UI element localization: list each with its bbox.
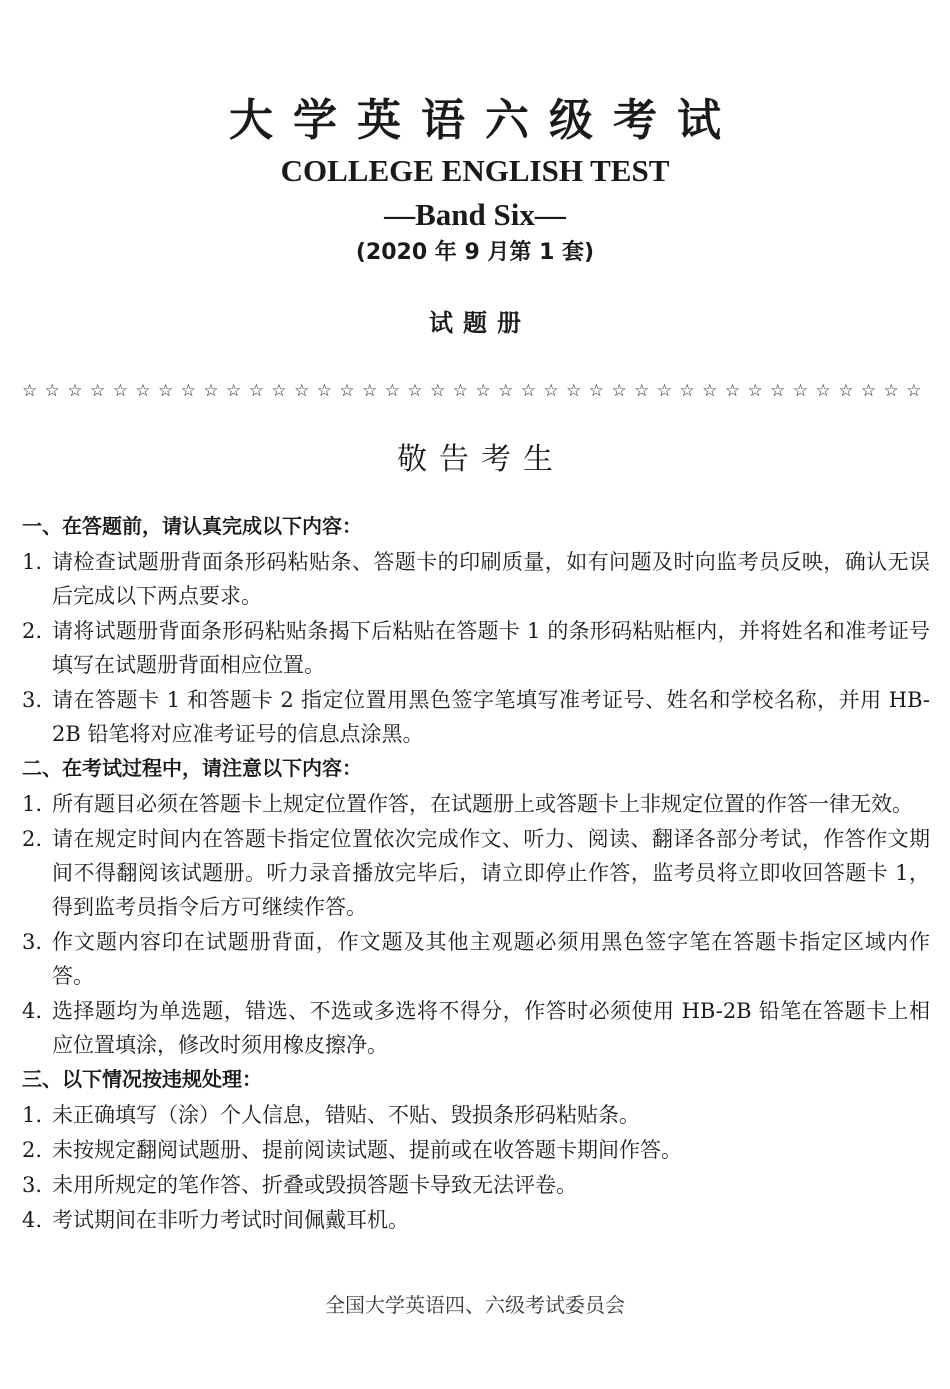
star-icon: ☆ [747,381,763,401]
star-icon: ☆ [248,381,264,401]
section-1 [22,509,930,751]
notice-title: 敬告考生 [397,442,565,477]
section-heading: 一、在答题前，请认真完成以下内容： [22,514,362,538]
star-icon: ☆ [203,381,219,401]
list-item [22,822,930,924]
star-icon: ☆ [452,381,469,401]
list-item [22,683,930,751]
star-icon: ☆ [158,381,174,401]
star-icon: ☆ [860,381,877,401]
exam-set-label: (2020 年 9 月第 1 套) [355,240,595,265]
exam-title-chinese: 大学英语六级考试 [229,95,741,146]
star-icon: ☆ [611,381,627,401]
list-item [22,787,930,821]
item-number: 4. [22,1208,43,1232]
item-number: 1. [22,792,43,816]
item-text: 考试期间在非听力考试时间佩戴耳机。 [52,1208,409,1232]
star-icon: ☆ [475,381,491,401]
item-text: 请在答题卡 1 和答题卡 2 指定位置用黑色签字笔填写准考证号、姓名和学校名称，并用 HB-2B 铅笔将对应准考证号的信息点涂黑。 [52,688,930,746]
booklet-label: 试题册 [429,309,531,337]
list-item [22,1098,930,1132]
item-text: 未用所规定的笔作答、折叠或毁损答题卡导致无法评卷。 [52,1173,577,1197]
star-icon: ☆ [67,381,83,401]
section-heading: 二、在考试过程中，请注意以下内容： [22,756,362,780]
star-icon: ☆ [430,381,446,401]
star-icon: ☆ [44,381,60,401]
item-number: 3. [22,930,43,954]
item-number: 1. [22,550,43,574]
star-icon: ☆ [815,381,831,401]
star-icon: ☆ [294,381,310,401]
instructions [22,509,930,1237]
star-icon: ☆ [906,381,922,401]
star-icon: ☆ [90,381,106,401]
footer-committee: 全国大学英语四、六级考试委员会 [325,1293,625,1317]
exam-title-english: COLLEGE ENGLISH TEST [280,153,670,188]
star-icon: ☆ [543,381,559,401]
section-3 [22,1062,930,1237]
list-item [22,925,930,993]
star-icon: ☆ [724,381,741,401]
item-number: 2. [22,1138,43,1162]
item-text: 作文题内容印在试题册背面，作文题及其他主观题必须用黑色签字笔在答题卡指定区域内作答。 [52,930,930,988]
star-icon: ☆ [883,381,899,401]
item-text: 请将试题册背面条形码粘贴条揭下后粘贴在答题卡 1 的条形码粘贴框内，并将姓名和准考证号填写在试题册背面相应位置。 [52,619,930,677]
star-icon: ☆ [362,381,378,401]
star-icon: ☆ [588,381,605,401]
list-item [22,1133,930,1167]
item-text: 所有题目必须在答题卡上规定位置作答，在试题册上或答题卡上非规定位置的作答一律无效。 [52,792,913,816]
item-text: 选择题均为单选题，错选、不选或多选将不得分，作答时必须使用 HB-2B 铅笔在答题卡上相应位置填涂，修改时须用橡皮擦净。 [52,999,930,1057]
star-icon: ☆ [226,381,242,401]
item-number: 4. [22,999,43,1023]
band-label: —Band Six— [384,197,566,232]
item-number: 3. [22,688,43,712]
star-icon: ☆ [838,381,854,401]
star-icon: ☆ [112,381,128,401]
item-text: 未按规定翻阅试题册、提前阅读试题、提前或在收答题卡期间作答。 [52,1138,682,1162]
star-icon: ☆ [316,381,332,401]
star-icon: ☆ [271,381,287,401]
star-icon: ☆ [770,381,786,401]
item-text: 请检查试题册背面条形码粘贴条、答题卡的印刷质量，如有问题及时向监考员反映，确认无误后完成以下两点要求。 [52,550,930,608]
list-item [22,1203,930,1237]
star-icon: ☆ [566,381,582,401]
star-icon: ☆ [792,381,809,401]
star-divider [22,376,922,406]
star-icon: ☆ [656,381,673,401]
item-text: 未正确填写（涂）个人信息，错贴、不贴、毁损条形码粘贴条。 [52,1103,640,1127]
item-text: 请在规定时间内在答题卡指定位置依次完成作文、听力、阅读、翻译各部分考试，作答作文期间不得翻阅该试题册。听力录音播放完毕后，请立即停止作答，监考员将立即收回答题卡 1，得到监考员指令后方可继续作答。 [52,827,930,919]
star-icon: ☆ [679,381,695,401]
item-number: 2. [22,827,43,851]
star-icon: ☆ [498,381,514,401]
item-number: 2. [22,619,43,643]
star-icon: ☆ [634,381,650,401]
star-icon: ☆ [339,381,355,401]
list-item [22,614,930,682]
star-icon: ☆ [135,381,151,401]
item-number: 1. [22,1103,43,1127]
section-heading: 三、以下情况按违规处理： [22,1067,262,1091]
star-icon: ☆ [180,381,196,401]
star-icon: ☆ [22,381,38,401]
list-item [22,1168,930,1202]
list-item [22,545,930,613]
item-number: 3. [22,1173,43,1197]
star-icon: ☆ [520,381,537,401]
section-2 [22,751,930,1062]
star-icon: ☆ [384,381,400,401]
star-icon: ☆ [702,381,718,401]
list-item [22,994,930,1062]
star-icon: ☆ [407,381,423,401]
